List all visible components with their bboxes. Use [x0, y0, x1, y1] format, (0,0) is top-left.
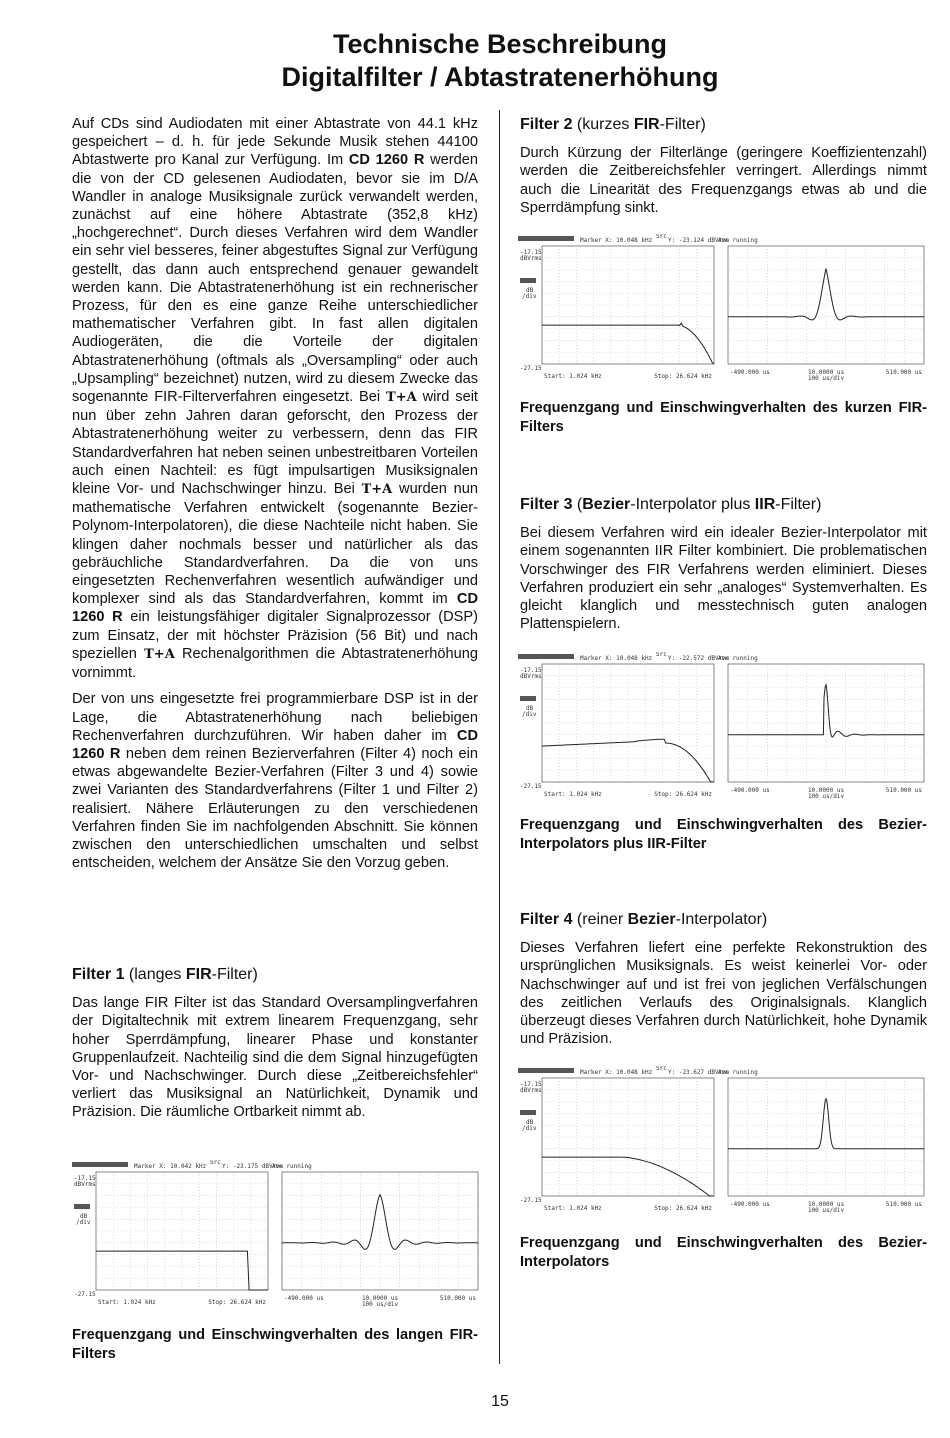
- impulse-panel: [728, 664, 924, 782]
- frequency-panel: [542, 664, 714, 782]
- intro-text: werden die von der CD gelesenen Audiodaten, bevor sie im D/A Wandler in analoge Musiksignale zurück verwandelt werden, zunächst auf eine höhere Abtastrate (352,8 kHz) „hochgerechnet“. Durch dieses Verfahren wird dem Wandler ein sehr viel besseres, feiner abgestuftes Signal zur Verfügung gestellt, das dann auch entsprechend genauer gewandelt werden kann. Die Abtastratenerhöhung ist ein rechnerischer Prozess, für den es eine ganze Reihe unterschiedlicher mathematischer Verfahren gibt. In fast allen digitalen Audiogeräten, die die Vorteile der digitalen Abtastratenerhöhung (oftmals als „Oversampling“ oder auch „Upsampling“ bezeichnet) nutzen, wird zu diesem Zwecke das sogenannte FIR-Filterverfahren eingesetzt. Bei: [72, 152, 478, 406]
- filter2-caption: Frequenzgang und Einschwingverhalten des kurzen FIR-Filters: [520, 400, 927, 435]
- filter3-measurement-plot: [518, 652, 928, 800]
- analyzer-svg: [72, 1160, 482, 1308]
- filter2-measurement-plot: [518, 234, 928, 382]
- filter3-text: Bei diesem Verfahren wird ein idealer Bezier-Interpolator mit einem sogenannten IIR Filter kombiniert. Die problematischen Vorschwinger des FIR Verfahrens werden eliminiert. Dieses Verfahren produziert ein sehr „analoges“ Systemverhalten. Es gleicht klanglich und messtechnisch guten analogen Plattenspielern.: [520, 525, 927, 633]
- impulse-panel: [282, 1172, 478, 1290]
- filter4-text: Dieses Verfahren liefert eine perfekte Rekonstruktion des ursprünglichen Musiksignals. Es weist keinerlei Vor- oder Nachschwinger auf und ist frei von jeglichen Verfälschungen des zeitlichen Verlaufs des Originalsignals. Klanglich überzeugt dieses Verfahren durch Natürlichkeit, hohe Dynamik und Präzision.: [520, 940, 927, 1048]
- y-top-label: -17.15: [74, 1175, 96, 1182]
- filter4-caption: Frequenzgang und Einschwingverhalten des Bezier-Interpolators: [520, 1235, 927, 1270]
- time-left-label: -490.000 us: [730, 787, 770, 794]
- intro-text: wird seit nun über zehn Jahren daran geforscht, den Prozess der Abtastratenerhöhung weiter zu verbessern, denn das FIR Standardverfahren hat neben seinen unbestreitbaren Vorteilen auch einen Nachteil: es fügt impulsartigen Musiksignalen kleine Vor- und Nachschwinger hinzu. Bei: [72, 389, 478, 498]
- marker-readout: Marker X: 10.048 kHz: [580, 655, 653, 662]
- title-line-2: Digitalfilter / Abtastratenerhöhung: [281, 62, 719, 92]
- running-label: Ave running: [718, 237, 758, 244]
- intro-text: wurden nun mathematische Verfahren entwickelt (sogenannte Bezier-Polynom-Interpolatoren), die diese Nachteile nicht haben. Sie klingen daher nochmals besser und natürlicher als das gebräuchliche Standardverfahren. Da die von uns eingesetzten Rechenverfahren wesentlich aufwändiger und komplexer sind als das Standardverfahren, kommt im: [72, 481, 478, 608]
- filter3-heading: Filter 3 (Bezier-Interpolator plus IIR-Filter): [520, 496, 822, 513]
- time-left-label: -490.000 us: [730, 369, 770, 376]
- y-readout: Y: -22.572 dBVrms: [668, 655, 730, 662]
- intro-paragraph-2: [72, 690, 478, 872]
- mode-badge: [74, 1204, 90, 1209]
- analyzer-svg: [518, 1066, 928, 1214]
- divs-label: /div: [522, 711, 537, 718]
- src-label: Src: [656, 234, 667, 240]
- y-unit-label: dBVrms: [520, 673, 542, 680]
- mode-badge: [520, 1110, 536, 1115]
- brand-logo: T+A: [386, 390, 417, 406]
- intro-text: Rechenalgorithmen die Abtastratenerhöhung vornimmt.: [72, 645, 478, 682]
- time-div-label: 100 us/div: [361, 1301, 399, 1308]
- filter2-caption-wrap: [520, 399, 927, 445]
- src-label: Src: [656, 1066, 667, 1072]
- filter2-heading: Filter 2 (kurzes FIR-Filter): [520, 116, 706, 133]
- div-label: dB: [526, 287, 534, 294]
- y-readout: Y: -23.124 dBVrms: [668, 237, 730, 244]
- brand-logo: T+A: [144, 646, 175, 662]
- stop-label: Stop: 26.624 kHz: [654, 791, 712, 798]
- div-label: dB: [526, 1119, 534, 1126]
- running-label: Ave running: [718, 655, 758, 662]
- y-readout: Y: -23.627 dBVrms: [668, 1069, 730, 1076]
- time-div-label: 100 us/div: [807, 375, 845, 382]
- start-label: Start: 1.024 kHz: [544, 1205, 602, 1212]
- y-top-label: -17.15: [520, 249, 542, 256]
- stop-label: Stop: 26.624 kHz: [654, 373, 712, 380]
- marker-readout: Marker X: 10.048 kHz: [580, 1069, 653, 1076]
- analyzer-svg: [518, 652, 928, 800]
- y-unit-label: dBVrms: [74, 1181, 96, 1188]
- filter4-section: [520, 911, 927, 1056]
- filter2-section: [520, 116, 927, 225]
- impulse-response-curve: [728, 685, 924, 737]
- filter1-heading: Filter 1 (langes FIR-Filter): [72, 966, 258, 983]
- filter3-section: [520, 496, 927, 641]
- start-label: Start: 1.024 kHz: [98, 1299, 156, 1306]
- time-left-label: -490.000 us: [284, 1295, 324, 1302]
- start-label: Start: 1.024 kHz: [544, 373, 602, 380]
- time-div-label: 100 us/div: [807, 793, 845, 800]
- mode-badge: [520, 278, 536, 283]
- time-right-label: 510.000 us: [439, 1295, 476, 1302]
- intro-text: ein leistungsfähiger digitaler Signalprozessor (DSP) zum Einsatz, der mit höchster Präzision (56 Bit) und nach speziellen: [72, 609, 478, 662]
- y-top-label: -17.15: [520, 1081, 542, 1088]
- running-label: Ave running: [272, 1163, 312, 1170]
- time-left-label: -490.000 us: [730, 1201, 770, 1208]
- frequency-panel: [96, 1172, 268, 1290]
- impulse-panel: [728, 246, 924, 364]
- marker-readout: Marker X: 10.048 kHz: [580, 237, 653, 244]
- y-bottom-label: -27.15: [520, 1197, 542, 1204]
- time-right-label: 510.000 us: [885, 787, 922, 794]
- src-label: Src: [656, 652, 667, 658]
- divs-label: /div: [522, 293, 537, 300]
- div-label: dB: [526, 705, 534, 712]
- start-label: Start: 1.024 kHz: [544, 791, 602, 798]
- y-top-label: -17.15: [520, 667, 542, 674]
- page-title: [0, 28, 950, 94]
- filter3-caption: Frequenzgang und Einschwingverhalten des Bezier-Interpolators plus IIR-Filter: [520, 817, 927, 852]
- impulse-panel: [728, 1078, 924, 1196]
- mode-badge: [520, 696, 536, 701]
- filter4-heading: Filter 4 (reiner Bezier-Interpolator): [520, 911, 768, 928]
- header-bar: [518, 236, 574, 241]
- src-label: Src: [210, 1160, 221, 1166]
- div-label: dB: [80, 1213, 88, 1220]
- product-name: CD 1260 R: [72, 727, 478, 762]
- frequency-panel: [542, 246, 714, 364]
- stop-label: Stop: 26.624 kHz: [208, 1299, 266, 1306]
- divs-label: /div: [522, 1125, 537, 1132]
- filter4-caption-wrap: [520, 1234, 927, 1280]
- analyzer-svg: [518, 234, 928, 382]
- header-bar: [518, 654, 574, 659]
- frequency-panel: [542, 1078, 714, 1196]
- stop-label: Stop: 26.624 kHz: [654, 1205, 712, 1212]
- running-label: Ave running: [718, 1069, 758, 1076]
- intro-text: Der von uns eingesetzte frei programmierbare DSP ist in der Lage, die Abtastratenerhöhung nach beliebigen Rechenverfahren durchzuführen. Wir haben daher im: [72, 691, 478, 744]
- product-name: CD 1260 R: [348, 152, 425, 169]
- title-line-1: Technische Beschreibung: [332, 29, 668, 59]
- page-number: 15: [491, 1393, 509, 1410]
- time-right-label: 510.000 us: [885, 369, 922, 376]
- filter2-text: Durch Kürzung der Filterlänge (geringere Koeffizientenzahl) werden die Zeitbereichsfehler verringert. Allerdings nimmt auch die Linearität des Frequenzgangs etwas ab und die Sperrdämpfung sinkt.: [520, 145, 927, 216]
- filter4-measurement-plot: [518, 1066, 928, 1214]
- time-mid-label: 10.0000 us: [361, 1295, 399, 1302]
- y-readout: Y: -23.175 dBVrms: [222, 1163, 284, 1170]
- time-mid-label: 10.0000 us: [807, 369, 845, 376]
- column-divider: [499, 110, 500, 1364]
- left-column: [72, 115, 478, 880]
- divs-label: /div: [76, 1219, 91, 1226]
- y-bottom-label: -27.15: [520, 783, 542, 790]
- time-div-label: 100 us/div: [807, 1207, 845, 1214]
- y-bottom-label: -27.15: [520, 365, 542, 372]
- time-right-label: 510.000 us: [885, 1201, 922, 1208]
- y-bottom-label: -27.15: [74, 1291, 96, 1298]
- filter1-measurement-plot: [72, 1160, 482, 1308]
- product-name: CD 1260 R: [72, 591, 478, 626]
- filter1-caption-wrap: [72, 1326, 478, 1372]
- filter1-text: Das lange FIR Filter ist das Standard Oversamplingverfahren der Digitaltechnik mit extrem linearem Frequenzgang, sehr hoher Sperrdämpfung, linearer Phase und konstanter Gruppenlaufzeit. Nachteilig sind die dem Signal hinzugefügten Vor- und Nachschwinger. Durch diese „Zeitbereichsfehler“ verliert das Musiksignal an Natürlichkeit, Dynamik und Präzision. Die räumliche Ortbarkeit nimmt ab.: [72, 995, 478, 1121]
- intro-paragraph-1: [72, 115, 478, 682]
- filter3-caption-wrap: [520, 816, 927, 862]
- intro-text: neben dem reinen Bezierverfahren (Filter 4) noch ein etwas abgewandelte Bezier-Verfahren (Filter 3 und 4) sowie zwei Varianten des Standardverfahrens (Filter 1 und Filter 2) realisiert. Nähere Erläuterungen zu den verschiedenen Verfahren finden Sie im nachfolgenden Abschnitt. Sie können zwischen den unterschiedlichen umschalten und selbst entscheiden, welchem der Ansätze Sie den Vorzug geben.: [72, 745, 479, 872]
- y-unit-label: dBVrms: [520, 255, 542, 262]
- intro-text: Auf CDs sind Audiodaten mit einer Abtastrate von 44.1 kHz gespeichert – d. h. für jede Sekunde Musik stehen 44100 Abtastwerte pro Kanal zur Verfügung. Im: [72, 116, 478, 169]
- header-bar: [72, 1162, 128, 1167]
- marker-readout: Marker X: 10.042 kHz: [134, 1163, 207, 1170]
- filter1-caption: Frequenzgang und Einschwingverhalten des langen FIR-Filters: [72, 1327, 478, 1362]
- time-mid-label: 10.0000 us: [807, 787, 845, 794]
- y-unit-label: dBVrms: [520, 1087, 542, 1094]
- header-bar: [518, 1068, 574, 1073]
- time-mid-label: 10.0000 us: [807, 1201, 845, 1208]
- filter1-section: [72, 966, 478, 1130]
- brand-logo: T+A: [361, 482, 393, 498]
